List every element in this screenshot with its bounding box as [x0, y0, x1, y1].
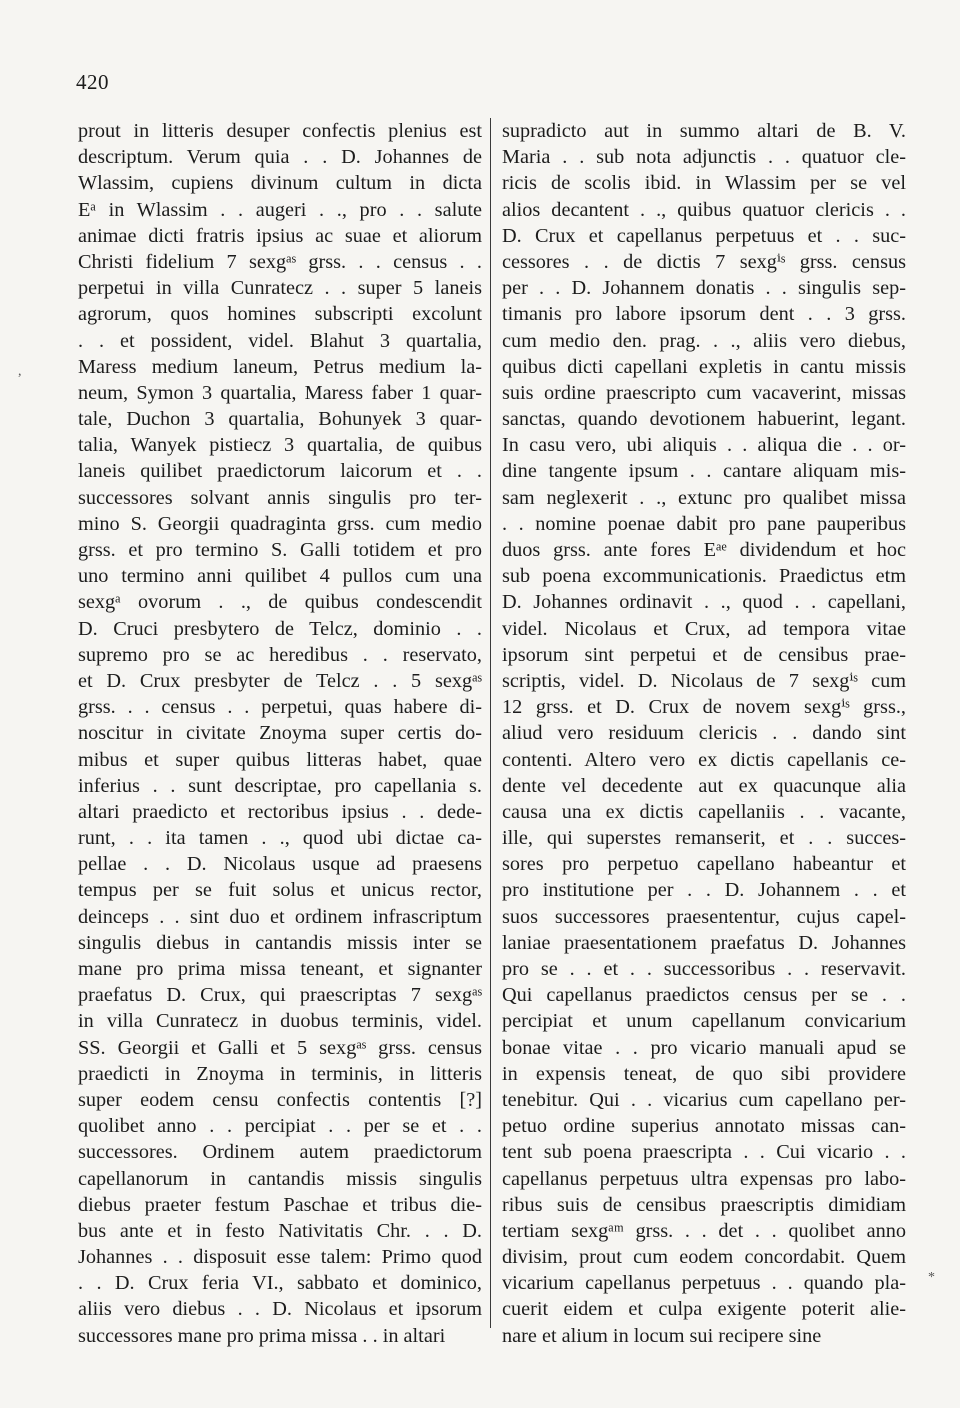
text-line: timanis pro labore ipsorum dent . . 3 grss. — [502, 303, 906, 326]
text-line: Christi fidelium 7 sexgᵃˢ grss. . . census . . — [78, 250, 482, 273]
text-line: successores solvant annis singulis pro ter- — [78, 486, 482, 509]
text-line: animae dicti fratris ipsius ac suae et aliorum — [78, 224, 482, 247]
text-line: sanctas, quando devotionem habuerint, legant. — [502, 408, 906, 431]
text-line: bonae vitae . . pro vicario manuali apud se — [502, 1036, 906, 1059]
text-line: ricis de scolis ibid. in Wlassim per se vel — [502, 172, 906, 195]
column-divider — [490, 118, 491, 1328]
text-line: petuo ordine superius annotato missas can- — [502, 1115, 906, 1138]
right-text-column — [502, 118, 906, 1349]
text-line: aliis vero diebus . . D. Nicolaus et ipsorum — [78, 1298, 482, 1321]
text-line: laneis quilibet praedictorum laicorum et . . — [78, 460, 482, 483]
text-line: quolibet anno . . percipiat . . per se et . . — [78, 1115, 482, 1138]
text-line: Eᵃ in Wlassim . . augeri . ., pro . . salute — [78, 198, 482, 221]
text-line: ipsorum sint perpetui et de censibus prae- — [502, 643, 906, 666]
text-line: talia, Wanyek pistiecz 3 quartalia, de quibus — [78, 434, 482, 457]
text-line: nare et alium in locum sui recipere sine — [502, 1324, 822, 1347]
text-line: cessores . . de dictis 7 sexgⁱˢ grss. census — [502, 250, 906, 273]
text-line: noscitur in civitate Znoyma super certis do- — [78, 722, 482, 745]
text-line: successores. Ordinem autem praedictorum — [78, 1141, 482, 1164]
text-line: supradicto aut in summo altari de B. V. — [502, 120, 906, 142]
text-line: supremo pro se ac heredibus . . reservato, — [78, 643, 482, 666]
text-line: super eodem censu confectis contentis [?] — [78, 1088, 482, 1111]
text-line: mane pro prima missa teneant, et signanter — [78, 958, 482, 980]
text-line: inferius . . sunt descriptae, pro capellania s. — [78, 774, 482, 797]
text-line: scriptis, videl. D. Nicolaus de 7 sexgⁱˢ cum — [502, 669, 906, 692]
text-line: singulis diebus in cantandis missis inter se — [78, 931, 482, 954]
text-line: suos successores praesententur, cujus capel- — [502, 905, 906, 928]
text-line: contenti. Altero vero ex dictis capellanis ce- — [502, 748, 906, 771]
left-text-column — [78, 118, 482, 1349]
margin-speck: * — [928, 1270, 935, 1285]
text-line: et D. Crux presbyter de Telcz . . 5 sexgᵃˢ — [78, 669, 482, 692]
text-line: tent sub poena praescripta . . Cui vicario . . — [502, 1141, 906, 1164]
text-line: D. Crux et capellanus perpetuus et . . suc- — [502, 224, 906, 247]
text-line: runt, . . ita tamen . ., quod ubi dictae ca- — [78, 827, 482, 850]
margin-speck: , — [18, 364, 22, 379]
text-line: D. Cruci presbytero de Telcz, dominio . . — [78, 617, 482, 640]
text-line: Maria . . sub nota adjunctis . . quatuor cle- — [502, 146, 906, 169]
text-line: suis ordine praescripto cum vacaverint, missas — [502, 381, 906, 404]
text-line: Wlassim, cupiens divinum cultum in dicta — [78, 172, 482, 195]
text-line: dine tangente ipsum . . cantare aliquam mis- — [502, 460, 906, 483]
text-line: sam neglexerit . ., extunc pro qualibet missa — [502, 486, 906, 509]
text-line: cum medio den. prag. . ., aliis vero diebus, — [502, 329, 906, 352]
text-line: uno termino anni quilibet 4 pullos cum una — [78, 565, 482, 588]
text-line: bus ante et in festo Nativitatis Chr. . . D. — [78, 1219, 482, 1242]
text-line: Johannes . . disposuit esse talem: Primo quod — [78, 1246, 482, 1269]
text-line: Qui capellanus praedictos census per se . . — [502, 984, 906, 1007]
text-line: neum, Symon 3 quartalia, Maress faber 1 quar- — [78, 381, 482, 404]
text-line: alios decantent . ., quibus quatuor clericis . . — [502, 198, 906, 221]
text-line: vicarium capellanus perpetuus . . quando pla- — [502, 1272, 906, 1295]
text-line: praefatus D. Crux, qui praescriptas 7 sexgᵃˢ — [78, 984, 482, 1007]
text-line: aliud vero residuum clericis . . dando sint — [502, 722, 906, 745]
text-line: Maress medium laneum, Petrus medium la- — [78, 355, 482, 378]
text-line: 12 grss. et D. Crux de novem sexgⁱˢ grss., — [502, 696, 906, 719]
text-line: in villa Cunratecz in duobus terminis, videl. — [78, 1010, 482, 1033]
text-line: successores mane pro prima missa . . in altari — [78, 1324, 446, 1347]
text-line: grss. . . census . . perpetui, quas habere di- — [78, 696, 482, 719]
text-line: mino S. Georgii quadraginta grss. cum medio — [78, 512, 482, 535]
text-line: duos grss. ante fores Eᵃᵉ dividendum et hoc — [502, 539, 906, 561]
text-line: quibus dicti capellani expletis in cantu missis — [502, 355, 906, 378]
text-line: ille, qui superstes remanserit, et . . succes- — [502, 827, 906, 850]
text-line: mibus et super quibus litteras habet, quae — [78, 748, 482, 771]
text-line: in expensis teneat, de quo sibi providere — [502, 1062, 906, 1085]
text-line: capellanorum in cantandis missis singulis — [78, 1167, 482, 1190]
text-line: pellae . . D. Nicolaus usque ad praesens — [78, 853, 482, 876]
text-line: per . . D. Johannem donatis . . singulis sep- — [502, 277, 906, 300]
text-line: causa una ex dictis capellaniis . . vacante, — [502, 800, 906, 823]
text-line: diebus praeter festum Paschae et tribus die- — [78, 1193, 482, 1216]
text-line: cuerit eidem et culpa exigente poterit alie- — [502, 1298, 906, 1321]
text-line: . . D. Crux feria VI., sabbato et dominico, — [78, 1272, 482, 1295]
text-line: pro se . . et . . successoribus . . reservavit. — [502, 958, 906, 980]
text-line: D. Johannes ordinavit . ., quod . . capellani, — [502, 591, 906, 614]
text-line: In casu vero, ubi aliquis . . aliqua die . . or- — [502, 434, 906, 457]
text-line: agrorum, quos homines subscripti excolunt — [78, 303, 482, 326]
text-line: dente vel decedente aut ex quacunque alia — [502, 774, 906, 797]
page-number: 420 — [76, 70, 109, 94]
text-line: deinceps . . sint duo et ordinem infrascriptum — [78, 905, 482, 928]
text-line: praedicti in Znoyma in terminis, in litteris — [78, 1062, 482, 1085]
text-line: percipiat et unum capellanum convicarium — [502, 1010, 906, 1033]
text-line: perpetui in villa Cunratecz . . super 5 laneis — [78, 277, 482, 300]
text-line: . . et possident, videl. Blahut 3 quartalia, — [78, 329, 482, 352]
text-line: laniae praesentationem praefatus D. Johannes — [502, 931, 906, 954]
text-line: prout in litteris desuper confectis plenius est — [78, 120, 482, 142]
text-line: ribus suis de censibus praescriptis dimidiam — [502, 1193, 906, 1216]
text-line: tertiam sexgᵃᵐ grss. . . det . . quolibet anno — [502, 1219, 906, 1242]
text-line: capellanus perpetuus ultra expensas pro labo- — [502, 1167, 906, 1190]
text-line: sexgᵃ ovorum . ., de quibus condescendit — [78, 591, 482, 614]
text-line: grss. et pro termino S. Galli totidem et pro — [78, 539, 482, 561]
text-line: SS. Georgii et Galli et 5 sexgᵃˢ grss. census — [78, 1036, 482, 1059]
text-line: tempus per se fuit solus et unicus rector, — [78, 879, 482, 902]
text-line: divisim, prout cum eodem concordabit. Quem — [502, 1246, 906, 1269]
text-line: videl. Nicolaus et Crux, ad tempora vitae — [502, 617, 906, 640]
text-line: pro institutione per . . D. Johannem . . et — [502, 879, 906, 902]
text-line: descriptum. Verum quia . . D. Johannes de — [78, 146, 482, 169]
text-line: tenebitur. Qui . . vicarius cum capellano per- — [502, 1088, 906, 1111]
text-line: sores pro perpetuo capellano habeantur et — [502, 853, 906, 876]
text-line: tale, Duchon 3 quartalia, Bohunyek 3 quar- — [78, 408, 482, 431]
text-line: . . nomine poenae dabit pro pane pauperibus — [502, 512, 906, 535]
text-line: altari praedicto et rectoribus ipsius . . dede- — [78, 800, 482, 823]
text-line: sub poena excommunicationis. Praedictus etm — [502, 565, 906, 588]
